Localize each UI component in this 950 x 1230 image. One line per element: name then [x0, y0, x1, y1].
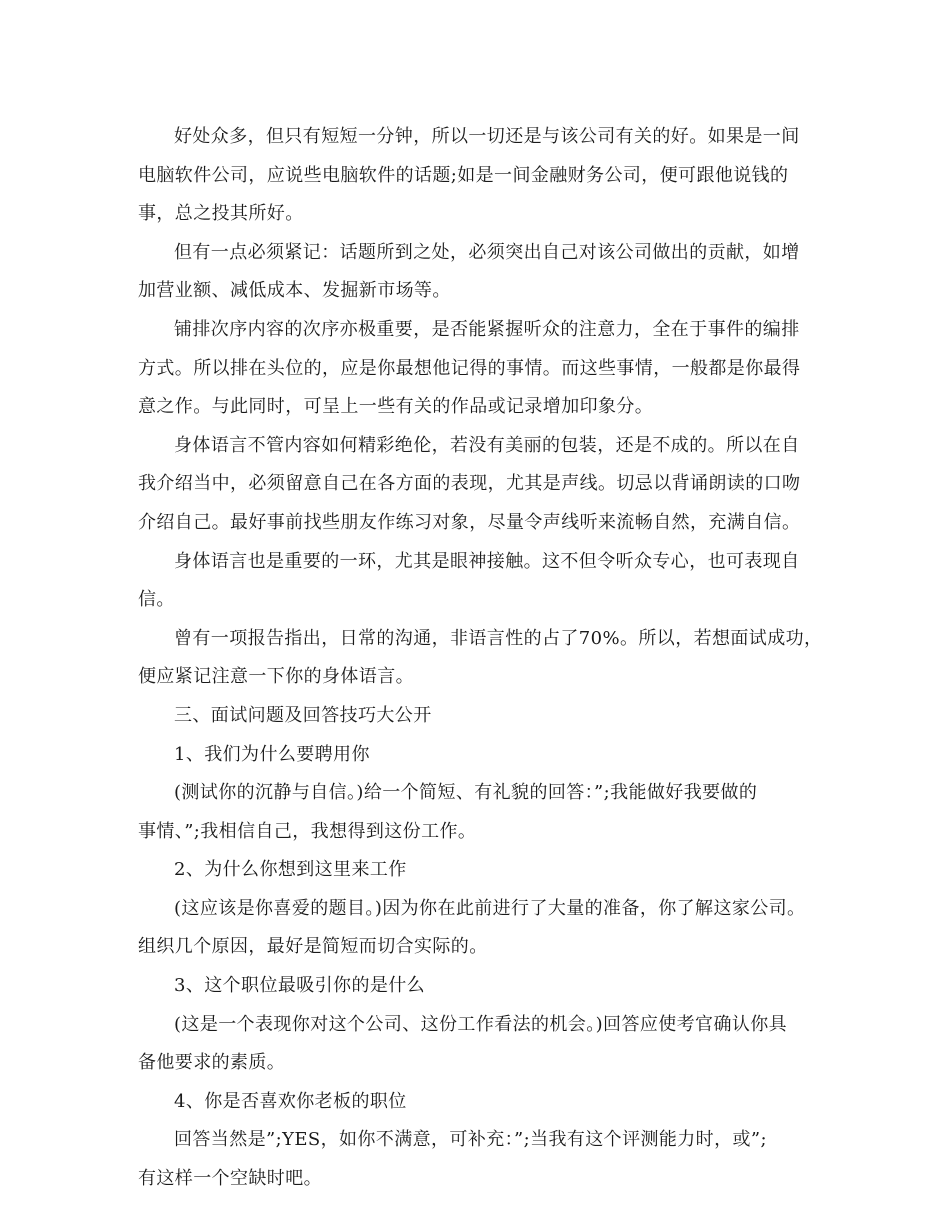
- text-line: 信。: [138, 589, 175, 611]
- text-line: 三、面试问题及回答技巧大公开: [174, 704, 432, 726]
- text-line: (这是一个表现你对这个公司、这份工作看法的机会。)回答应使考官确认你具: [174, 1013, 788, 1035]
- text-line: 2、为什么你想到这里来工作: [174, 859, 407, 881]
- text-line: 便应紧记注意一下你的身体语言。: [138, 666, 414, 688]
- text-line: 身体语言不管内容如何精彩绝伦，若没有美丽的包装，还是不成的。所以在自: [174, 434, 800, 456]
- text-line: (测试你的沉静与自信。)给一个简短、有礼貌的回答：”;我能做好我要做的: [174, 782, 758, 804]
- text-line: 我介绍当中，必须留意自己在各方面的表现，尤其是声线。切忌以背诵朗读的口吻: [138, 473, 801, 495]
- text-line: 有这样一个空缺时吧。: [138, 1168, 322, 1190]
- text-line: 1、我们为什么要聘用你: [174, 743, 370, 765]
- text-line: 好处众多，但只有短短一分钟，所以一切还是与该公司有关的好。如果是一间: [174, 126, 800, 147]
- text-line: 铺排次序内容的次序亦极重要，是否能紧握听众的注意力，全在于事件的编排: [174, 318, 800, 340]
- text-line: 意之作。与此同时，可呈上一些有关的作品或记录增加印象分。: [138, 396, 654, 418]
- text-line: 曾有一项报告指出，日常的沟通，非语言性的占了70%。所以，若想面试成功，: [174, 627, 823, 649]
- text-line: 4、你是否喜欢你老板的职位: [174, 1090, 407, 1112]
- document-body: [138, 118, 828, 1199]
- text-line: 电脑软件公司，应说些电脑软件的话题;如是一间金融财务公司，便可跟他说钱的: [138, 164, 789, 186]
- text-line: 3、这个职位最吸引你的是什么: [174, 975, 426, 997]
- text-line: 组织几个原因，最好是简短而切合实际的。: [138, 936, 488, 958]
- text-line: 但有一点必须紧记：话题所到之处，必须突出自己对该公司做出的贡献，如增: [174, 241, 800, 263]
- text-line: (这应该是你喜爱的题目。)因为你在此前进行了大量的准备，你了解这家公司。: [174, 897, 806, 919]
- text-line: 备他要求的素质。: [138, 1052, 286, 1074]
- text-line: 事，总之投其所好。: [138, 203, 304, 225]
- text-line: 介绍自己。最好事前找些朋友作练习对象，尽量令声线听来流畅自然，充满自信。: [138, 511, 801, 533]
- text-line: 身体语言也是重要的一环，尤其是眼神接触。这不但令听众专心，也可表现自: [174, 550, 800, 572]
- text-line: 事情、”;我相信自己，我想得到这份工作。: [138, 820, 477, 842]
- text-line: 回答当然是”;YES，如你不满意，可补充：”;当我有这个评测能力时，或”;: [174, 1129, 767, 1151]
- text-line: 加营业额、减低成本、发掘新市场等。: [138, 280, 451, 302]
- text-line: 方式。所以排在头位的，应是你最想他记得的事情。而这些事情，一般都是你最得: [138, 357, 801, 379]
